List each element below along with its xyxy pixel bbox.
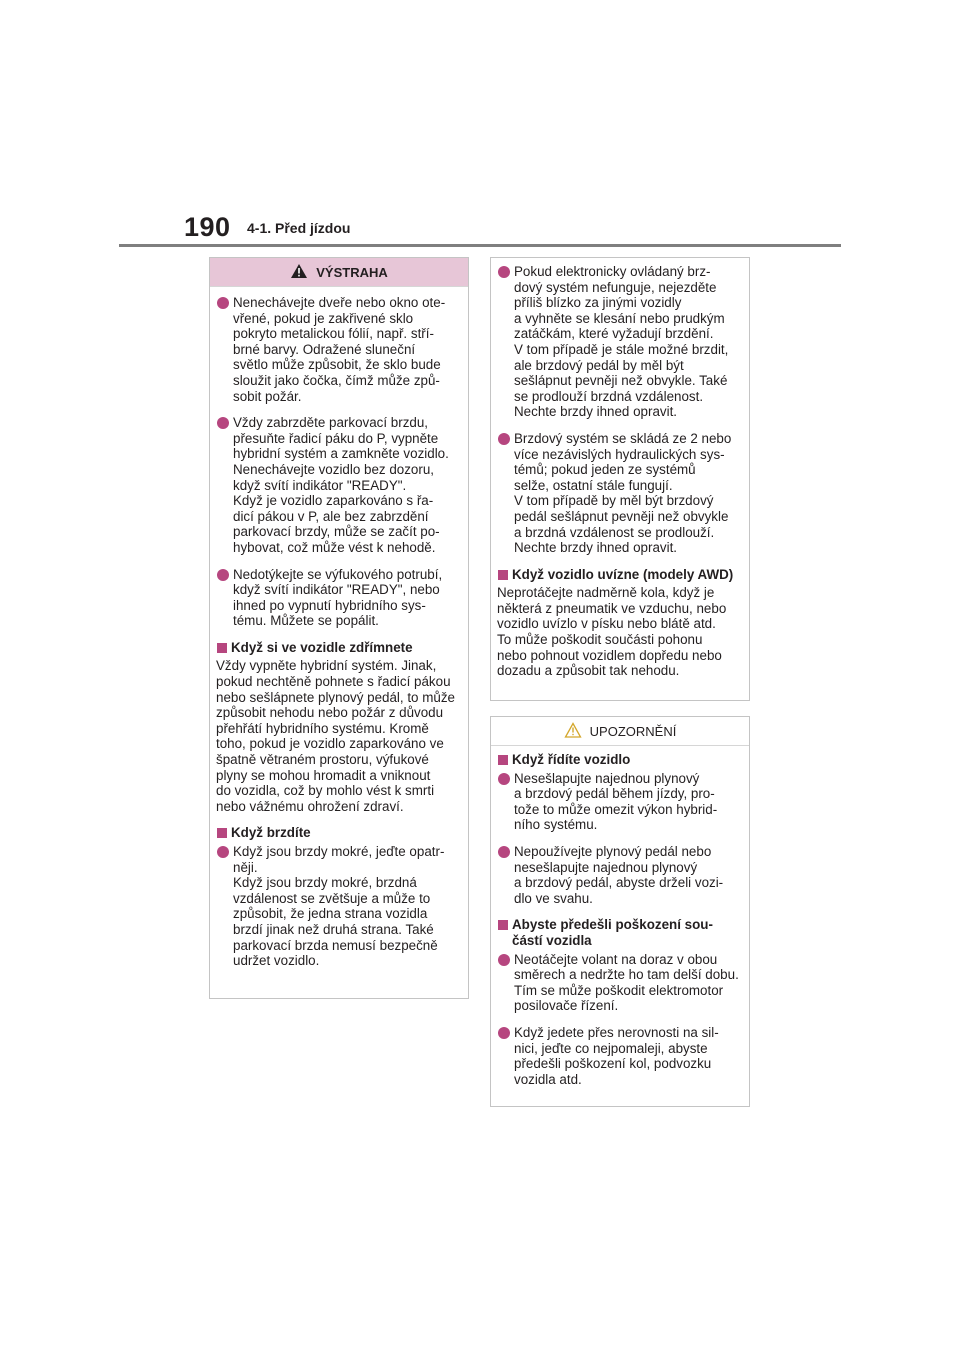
continuation-item-text: Brzdový systém se skládá ze 2 nebo více nezávislých hydraulických sys- témů; pokud jeden ze systémů selže, ostatní stále fungují. V tom případě by měl být brzdový pedál sešlápnut pevněji než obvykle a brzdná vzdálenost se prodlouží. Nechte brzdy ihned opravit. [514, 430, 732, 556]
bullet-dot [217, 417, 229, 429]
warning-continuation-box [490, 257, 750, 701]
warning-item-text: Vždy zabrzděte parkovací brzdu, přesuňte řadicí páku do P, vypněte hybridní systém a zamkněte vozidlo. Nenechávejte vozidlo bez dozoru, když svítí indikátor "READY". Když je vozidlo zaparkováno s řa- dicí pákou v P, ale bez zabrzdění parkovací brzdy, může se začít po- hybovat, což může vést k nehodě. [233, 415, 449, 555]
caution-item [497, 771, 743, 833]
warning-item [216, 295, 462, 404]
warning-triangle-icon [290, 263, 308, 282]
caution-box-title: UPOZORNĚNÍ [589, 723, 677, 739]
warning-item [216, 844, 462, 969]
caution-item [497, 952, 743, 1014]
page-number: 190 [184, 212, 231, 242]
warning-box [209, 257, 469, 999]
warning-item-text: Nedotýkejte se výfukového potrubí, když svítí indikátor "READY", nebo ihned po vypnutí hybridního sys- tému. Můžete se popálit. [233, 566, 443, 629]
caution-item-text: Neotáčejte volant na doraz v obou směrech a nedržte ho tam delší dobu. Tím se může poškodit elektromotor posilovače řízení. [514, 951, 739, 1014]
bullet-dot [498, 846, 510, 858]
caution-item-text: Nepoužívejte plynový pedál nebo nesešlapujte najednou plynový a brzdový pedál, abyste drželi vozi- dlo ve svahu. [514, 843, 724, 906]
bullet-square [498, 570, 508, 580]
section-title: 4-1. Před jízdou [247, 220, 351, 236]
warning-box-title: VÝSTRAHA [316, 264, 388, 280]
caution-subhead [497, 752, 743, 768]
bullet-square [217, 643, 227, 653]
continuation-item [497, 264, 743, 420]
warning-subhead-text: Když si ve vozidle zdřímnete [231, 639, 413, 655]
header-rule [119, 244, 841, 247]
bullet-square [217, 828, 227, 838]
continuation-item [497, 431, 743, 556]
caution-item-text: Když jedete přes nerovnosti na sil- nici, jeďte co nejpomaleji, abyste předešli poškození kol, podvozku vozidla atd. [514, 1024, 719, 1087]
bullet-square [498, 755, 508, 765]
warning-box-header [210, 258, 468, 287]
caution-subhead [497, 917, 743, 948]
warning-subhead-text: Když brzdíte [231, 825, 311, 841]
warning-subhead [216, 640, 462, 656]
continuation-paragraph: Neprotáčejte nadměrně kola, když je některá z pneumatik ve vzduchu, nebo vozidlo uvízlo v písku nebo blátě atd. To může poškodit součásti pohonu nebo pohnout vozidlem dopředu nebo dozadu a způsobit tak nehodu. [497, 585, 727, 679]
continuation-item-text: Pokud elektronicky ovládaný brz- dový systém nefunguje, nejezděte příliš blízko za jinými vozidly a vyhněte se klesání nebo prudkým zatáčkám, které vyžadují brzdění. V tom případě je stále možné brzdit, ale brzdový pedál by měl být sešlápnut pevněji než obvykle. Také se prodlouží brzdná vzdálenost. Nechte brzdy ihned opravit. [514, 264, 729, 420]
caution-box-header [491, 717, 749, 746]
bullet-dot [217, 569, 229, 581]
bullet-dot [217, 846, 229, 858]
bullet-dot [498, 1027, 510, 1039]
warning-item-text: Když jsou brzdy mokré, jeďte opatr- něji. Když jsou brzdy mokré, brzdná vzdálenost se zvětšuje a může to způsobit, že jedna strana vozidla brzdí jinak než druhá strana. Také parkovací brzda nemusí bezpečně udržet vozidlo. [233, 844, 445, 969]
warning-item [216, 415, 462, 555]
continuation-subhead [497, 567, 743, 583]
warning-item [216, 567, 462, 629]
warning-paragraph: Vždy vypněte hybridní systém. Jinak, pokud nechtěně pohnete s řadicí pákou nebo sešlápnete plynový pedál, to může způsobit nehodu nebo požár z důvodu přehřátí hybridního systému. Kromě toho, pokud je vozidlo zaparkováno ve špatně větraném prostoru, výfukové plyny se mohou hromadit a vniknout do vozidla, což by mohlo vést k smrti nebo vážnému ohrožení zdraví. [216, 658, 455, 814]
bullet-dot [498, 433, 510, 445]
bullet-dot [217, 297, 229, 309]
caution-box [490, 716, 750, 1107]
bullet-dot [498, 773, 510, 785]
bullet-square [498, 920, 508, 930]
bullet-dot [498, 266, 510, 278]
bullet-dot [498, 954, 510, 966]
caution-item-text: Nesešlapujte najednou plynový a brzdový pedál během jízdy, pro- tože to může omezit výkon hybrid- ního systému. [514, 770, 718, 833]
caution-triangle-icon [564, 722, 582, 741]
caution-subhead-text: Abyste předešli poškození sou- částí vozidla [512, 917, 713, 948]
warning-item-text: Nenechávejte dveře nebo okno ote- vřené, pokud je zakřivené sklo pokryto metalickou fólií, např. stří- brné barvy. Odražené sluneční světlo může způsobit, že sklo bude sloužit jako čočka, čímž může způ- sobit požár. [233, 295, 446, 404]
caution-item [497, 1025, 743, 1087]
warning-subhead [216, 825, 462, 841]
caution-item [497, 844, 743, 906]
continuation-subhead-text: Když vozidlo uvízne (modely AWD) [512, 566, 734, 582]
caution-subhead-text: Když řídíte vozidlo [512, 752, 631, 767]
